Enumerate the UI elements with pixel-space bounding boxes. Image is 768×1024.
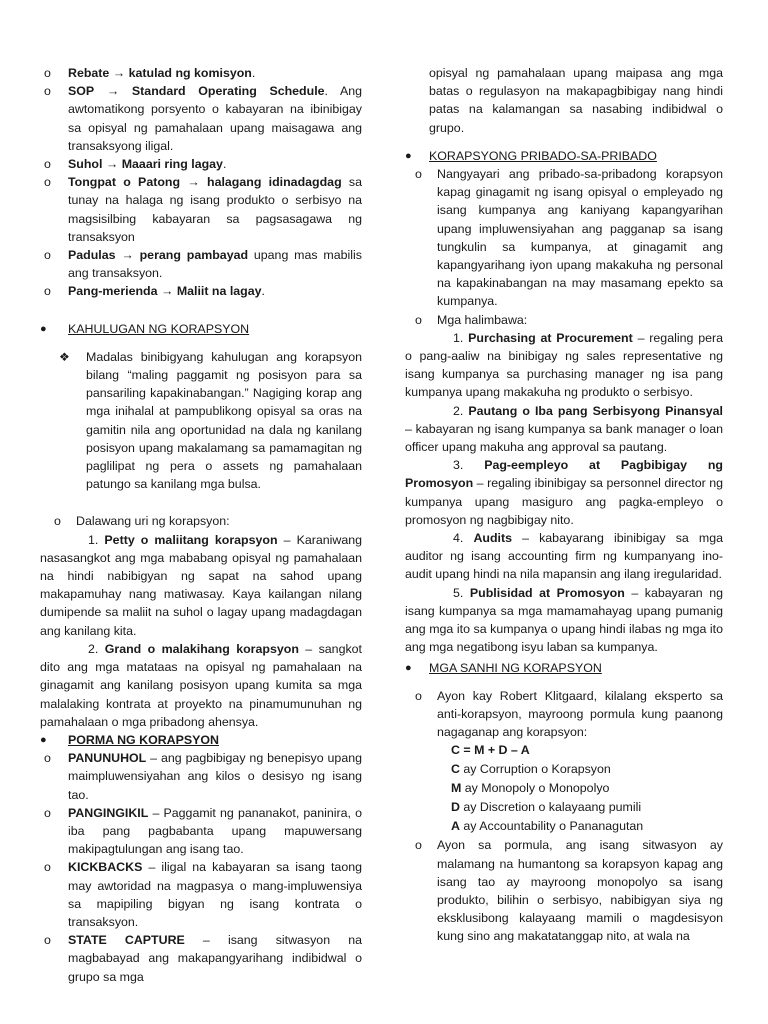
- porma-item-pangingikil: o PANGINGIKIL – Paggamit ng pananakot, paninira, o iba pang pagbabanta upang mapuwersang makipagtulungan ang isang tao.: [44, 805, 362, 857]
- arrow-right-icon: →: [187, 175, 200, 190]
- term-label: SOP: [68, 84, 95, 99]
- term-label: Pang-merienda: [68, 284, 158, 299]
- porma-item-state-capture: o STATE CAPTURE – isang sitwasyon na magbabayad ang makapangyarihang indibidwal o grupo sa mga: [44, 933, 363, 984]
- uri-item-petty: 1. Petty o maliitang korapsyon – Karaniwang nasasangkot ang mga mababang opisyal ng pamahalaan na hindi nabibigyan ng sapat na sahod upang makapamuhay nang matiwasay. Kaya kailangan nilang dumipende sa maliit na suhol o lagay upang madagdagan ang kanilang kita.: [40, 532, 363, 638]
- example-item-audits: 4. Audits – kabayarang ibinibigay sa mga auditor ng isang accounting firm ng kumpanyang ino-audit upang hindi na nila mapansin ang ilang iregularidad.: [405, 531, 723, 582]
- term-text: upang mas mabilis ang transaksyon.: [68, 248, 362, 281]
- list-marker: o: [44, 66, 51, 80]
- formula-def-d: D ay Discretion o kalayaang pumili: [451, 800, 642, 815]
- example-item-purchasing: 1. Purchasing at Procurement – regaling pera o pang-aaliw na binibigay ng sales representative ng isang kumpanya sa purchasing manager ng isa pang kumpanya upang makakuha ng produkto o serbisyo.: [405, 330, 723, 400]
- formula-def-c: C ay Corruption o Korapsyon: [451, 762, 611, 777]
- arrow-right-icon: →: [160, 284, 174, 299]
- term-text: sa tunay na halaga ng isang produkto o serbisyo na magsisilbing kabayaran sa pagsasagawa ng transaksyon: [68, 175, 362, 244]
- list-marker: o: [415, 312, 422, 327]
- section-heading-kahulugan: ● KAHULUGAN NG KORAPSYON: [40, 320, 362, 338]
- term-item-tongpat: [40, 173, 362, 246]
- porma-list: [40, 749, 362, 986]
- term-definition: halagang idinadagdag: [207, 175, 342, 190]
- list-marker: o: [44, 284, 51, 299]
- term-definition: Standard Operating Schedule: [131, 84, 325, 99]
- term-definition: katulad ng komisyon: [128, 66, 252, 80]
- section-heading-pribado: ● KORAPSYONG PRIBADO-SA-PRIBADO: [405, 147, 723, 165]
- list-marker: o: [415, 167, 422, 182]
- example-item-pag-eempleyo: 3. Pag-eempleyo at Pagbibigay ng Promosyon – regaling ibinibigay sa personnel director ng kumpanya upang masiguro ang pagka-empleyo o promosyon ng nagbibigay nito.: [405, 458, 724, 527]
- list-marker: o: [44, 860, 51, 875]
- arrow-right-icon: →: [106, 84, 120, 99]
- list-marker: o: [415, 838, 422, 853]
- list-marker: o: [44, 84, 51, 99]
- formula-text: C = M + D – A: [451, 743, 530, 758]
- list-marker: o: [44, 248, 51, 263]
- term-definition: Maliit na lagay: [176, 284, 262, 299]
- diamond-bullet-icon: ❖: [59, 349, 70, 364]
- arrow-right-icon: →: [105, 157, 119, 172]
- porma-item-panunuhol: o PANUNUHOL – ang pagbibigay ng benepisyo upang maimpluwensiyahan ang kilos o desisyo ng isang tao.: [44, 751, 362, 802]
- halimbawa-label: o Mga halimbawa:: [405, 311, 723, 329]
- term-text: .: [251, 66, 256, 80]
- state-capture-continuation: opisyal ng pamahalaan upang maipasa ang mga batas o regulasyon na makapagbibigay nang hindi patas na kalamangan sa nasabing indibidwal o grupo.: [429, 66, 723, 135]
- term-item-pang-merienda: [40, 282, 362, 300]
- term-text: .: [222, 157, 227, 172]
- term-item-suhol: [40, 155, 362, 173]
- arrow-right-icon: →: [121, 248, 134, 263]
- section-heading-sanhi: ● MGA SANHI NG KORAPSYON: [405, 659, 723, 677]
- list-marker: o: [44, 933, 51, 948]
- kahulugan-text: Madalas binibigyang kahulugan ang korapsyon bilang “maling paggamit ng posisyon para sa pansariling kapakinabangan.” Nagiging korap ang mga inihalal at pampublikong opisyal sa oras na gamitin nila ang oportunidad na dala ng kanilang posisyon upang makalamang sa pamamagitan ng paglilipat ng pera o assets ng pamahalaan patungo sa kanilang mga bulsa.: [86, 349, 362, 492]
- term-label: Padulas: [68, 248, 116, 263]
- section-heading-porma: ● PORMA NG KORAPSYON: [40, 731, 362, 749]
- terms-list: [40, 64, 362, 301]
- uri-item-grand: 2. Grand o malakihang korapsyon – sangkot dito ang mga matataas na opisyal ng pamahalaan na ginagamit ang kanilang posisyon upang kumita sa mga malalaking kontrata at proyekto na pinamumunuhan ng pamahalaan o mga pribadong ahensya.: [40, 641, 362, 729]
- list-marker: o: [44, 751, 51, 766]
- term-text: . Ang awtomatikong porsyento o kabayaran na ibinibigay sa opisyal ng pamahalaan upang maisagawa ang transaksyong iligal.: [68, 84, 362, 153]
- klitgaard-formula: [405, 741, 723, 836]
- list-marker: o: [44, 157, 51, 172]
- term-item-sop: [40, 82, 362, 155]
- list-marker: o: [44, 175, 51, 190]
- sanhi-intro: o Ayon kay Robert Klitgaard, kilalang eksperto sa anti-korapsyon, mayroong pormula kung paanong nagaganap ang korapsyon:: [415, 688, 723, 740]
- formula-def-m: M ay Monopoly o Monopolyo: [451, 781, 610, 796]
- term-definition: Maaari ring lagay: [121, 157, 223, 172]
- term-definition: perang pambayad: [139, 248, 249, 263]
- term-label: Suhol: [68, 157, 103, 172]
- list-marker: o: [54, 514, 61, 529]
- porma-item-kickbacks: o KICKBACKS – iligal na kabayaran sa isang taong may awtoridad na magpasya o mang-impluwensiya sa mapipiling bigyan ng isang kontrata o transaksyon.: [44, 860, 362, 929]
- example-item-pautang: 2. Pautang o Iba pang Serbisyong Pinansyal – kabayaran ng isang kumpanya sa bank manager o loan officer upang makuha ang approval sa pautang.: [405, 403, 723, 455]
- example-item-publisidad: 5. Publisidad at Promosyon – kabayaran ng isang kumpanya sa mga mamamahayag upang pumanig ang mga ito sa kumpanya o upang hindi ilabas ng mga ito ang mga negatibong isyu laban sa kumpanya.: [405, 585, 723, 655]
- term-label: Tongpat o Patong: [68, 175, 181, 190]
- term-label: Rebate: [68, 66, 110, 80]
- arrow-right-icon: →: [112, 66, 126, 80]
- bullet-icon: ●: [405, 149, 412, 162]
- right-column: [405, 64, 723, 946]
- bullet-icon: ●: [40, 733, 47, 746]
- pribado-definition: o Nangyayari ang pribado-sa-pribadong korapsyon kapag ginagamit ng isang opisyal o empleyado ng isang kumpanya ang kaniyang kapangyarihan upang impluwensiyahan ang pagganap sa isang tungkulin sa kumpanya, at ginagamit ang kapangyarihang iyon upang makakuha ng personal na kapakinabangan na may masamang epekto sa kumpanya.: [415, 167, 723, 309]
- term-item-padulas: [40, 246, 362, 282]
- bullet-icon: ●: [40, 322, 47, 335]
- bullet-icon: ●: [405, 661, 412, 674]
- left-column: [40, 64, 362, 986]
- kahulugan-block: [40, 348, 362, 494]
- term-text: .: [261, 284, 265, 299]
- list-marker: o: [44, 805, 51, 820]
- list-marker: o: [415, 688, 422, 703]
- term-item-rebate: [40, 64, 362, 82]
- sanhi-explanation: o Ayon sa pormula, ang isang sitwasyon ay malamang na humantong sa korapsyon kapag ang isang tao ay mayroong monopolyo sa isang produkto, bilihin o serbisyo, nabibigyan siya ng eksklusibong kalayaang mamili o magdesisyon kung sino ang makatatanggap nito, at wala na: [415, 838, 723, 944]
- uri-intro: o Dalawang uri ng korapsyon:: [40, 512, 362, 530]
- formula-def-a: A ay Accountability o Pananagutan: [451, 819, 644, 834]
